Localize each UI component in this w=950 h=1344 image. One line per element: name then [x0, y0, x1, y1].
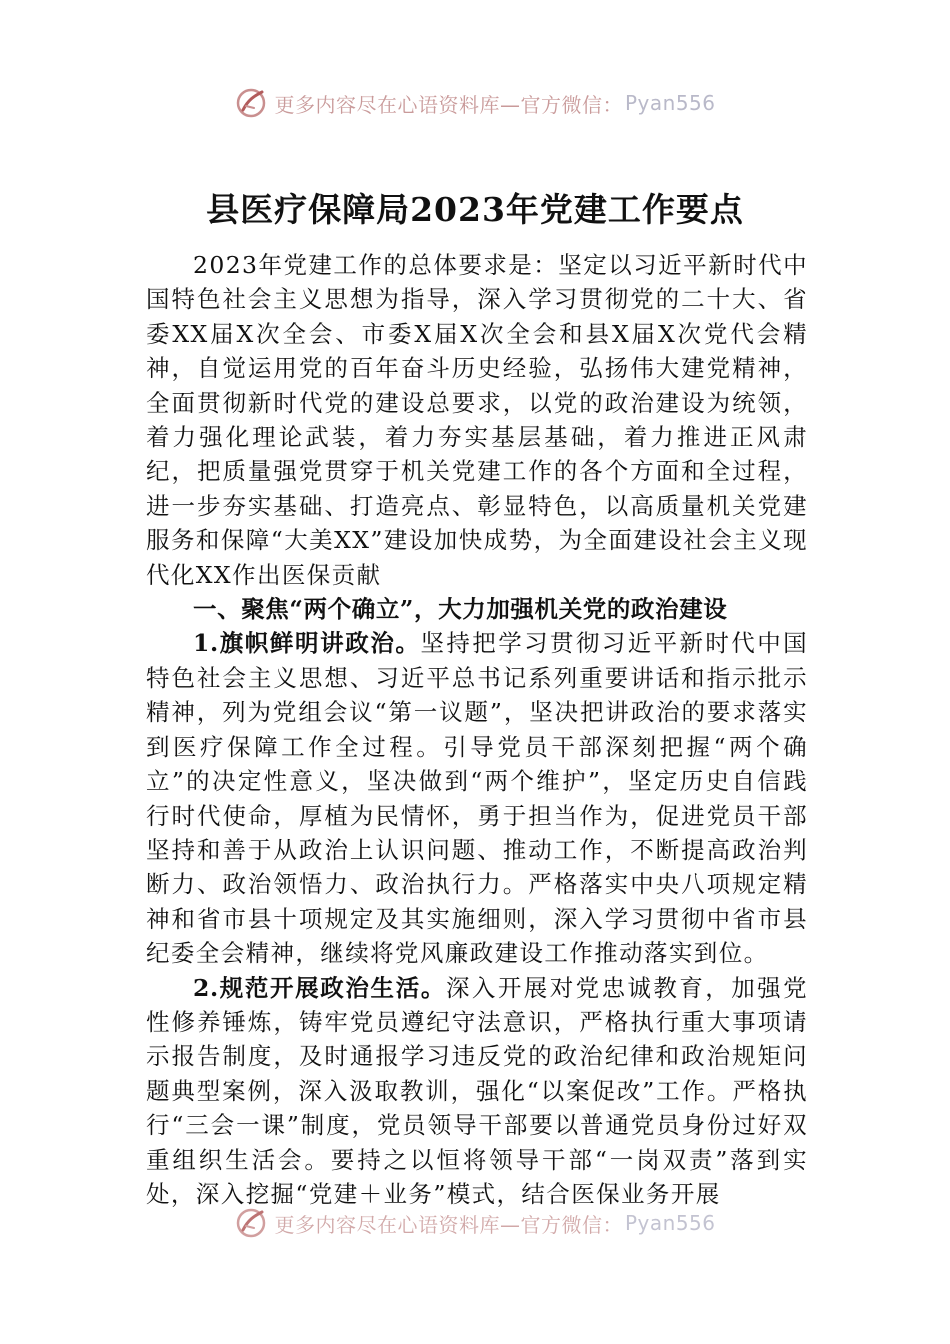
document-body — [146, 248, 808, 1211]
item-1-text: 坚持把学习贯彻习近平新时代中国特色社会主义思想、习近平总书记系列重要讲话和指示批示精神，列为党组会议“第一议题”，坚决把讲政治的要求落实到医疗保障工作全过程。引导党员干部深刻把握“两个确立”的决定性意义，坚决做到“两个维护”，坚定历史自信践行时代使命，厚植为民情怀，勇于担当作为，促进党员干部坚持和善于从政治上认识问题、推动工作，不断提高政治判断力、政治领悟力、政治执行力。严格落实中央八项规定精神和省市县十项规定及其实施细则，深入学习贯彻中省市县纪委全会精神，继续将党风廉政建设工作推动落实到位。 — [146, 629, 808, 968]
paragraph-item-2 — [146, 971, 808, 1212]
intro-paragraph: 2023年党建工作的总体要求是：坚定以习近平新时代中国特色社会主义思想为指导，深入学习贯彻党的二十大、省委XX届X次全会、市委X届X次全会和县X届X次党代会精神，自觉运用党的百年奋斗历史经验，弘扬伟大建党精神，全面贯彻新时代党的建设总要求，以党的政治建设为统领，着力强化理论武装，着力夯实基层基础，着力推进正风肃纪，把质量强党贯穿于机关党建工作的各个方面和全过程，进一步夯实基础、打造亮点、彰显特色，以高质量机关党建服务和保障“大美XX”建设加快成势，为全面建设社会主义现代化XX作出医保贡献 — [146, 251, 808, 589]
section-heading: 一、聚焦“两个确立”，大力加强机关党的政治建设 — [193, 595, 728, 624]
watermark-footer — [0, 1203, 950, 1243]
item-2-text: 深入开展对党忠诚教育，加强党性修养锤炼，铸牢党员遵纪守法意识，严格执行重大事项请示报告制度，及时通报学习违反党的政治纪律和政治规矩问题典型案例，深入汲取教训，强化“以案促改”工作。严格执行“三会一课”制度，党员领导干部要以普通党员身份过好双重组织生活会。要持之以恒将领导干部“一岗双责”落到实处，深入挖掘“党建＋业务”模式，结合医保业务开展 — [146, 973, 808, 1208]
watermark-header — [0, 83, 950, 123]
watermark-text: 更多内容尽在心语资料库—官方微信： — [274, 1212, 623, 1237]
document-title: 县医疗保障局2023年党建工作要点 — [206, 190, 744, 229]
paragraph-item-1 — [146, 626, 808, 970]
watermark-wechat-id: Pyan556 — [624, 1211, 716, 1235]
watermark-wechat-id: Pyan556 — [624, 91, 716, 115]
brand-logo-icon — [234, 1206, 268, 1240]
watermark-text: 更多内容尽在心语资料库—官方微信： — [274, 92, 623, 117]
item-1-lead: 1.旗帜鲜明讲政治。 — [193, 629, 421, 658]
item-2-lead: 2.规范开展政治生活。 — [193, 973, 446, 1002]
brand-logo-icon — [234, 86, 268, 120]
